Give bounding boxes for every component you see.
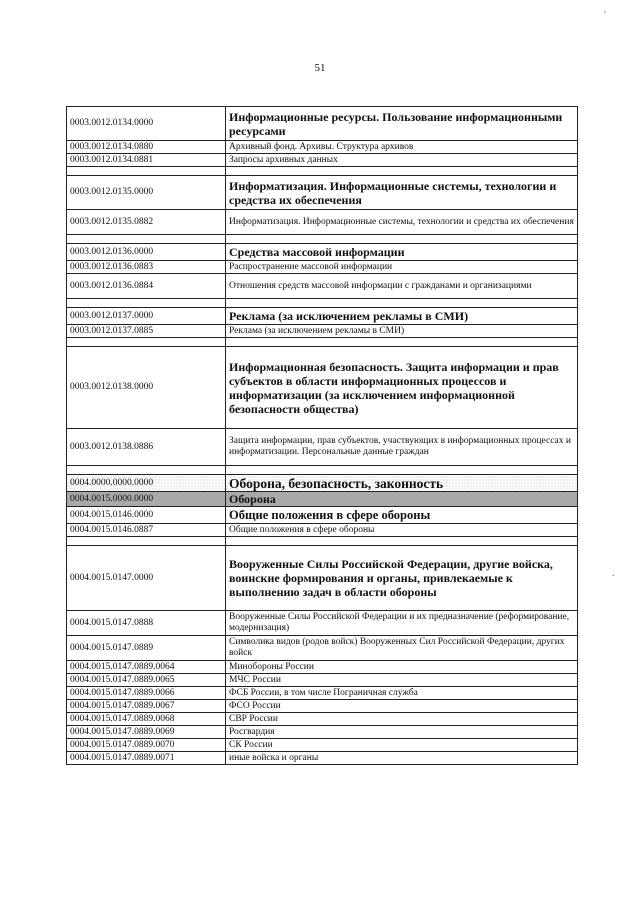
row-name: ФСБ России, в том числе Пограничная служба bbox=[226, 687, 578, 700]
row-code: 0003.0012.0137.0885 bbox=[67, 325, 226, 338]
row-name: Реклама (за исключением рекламы в СМИ) bbox=[226, 308, 578, 325]
table-row bbox=[67, 661, 578, 674]
table-row bbox=[67, 687, 578, 700]
row-name: ФСО России bbox=[226, 700, 578, 713]
row-name: Отношения средств массовой информации с гражданами и организациями bbox=[226, 274, 578, 299]
row-code: 0003.0012.0137.0000 bbox=[67, 308, 226, 325]
row-name: Вооруженные Силы Российской Федерации, другие войска, воинские формирования и органы, привлекаемые к выполнению задач в области обороны bbox=[226, 546, 578, 611]
row-name: Общие положения в сфере обороны bbox=[226, 507, 578, 524]
table-row bbox=[67, 429, 578, 466]
row-name: Информационная безопасность. Защита информации и прав субъектов в области информационных процессов и информатизации (за исключением информационной безопасности общества) bbox=[226, 347, 578, 429]
row-code: 0004.0015.0147.0889.0064 bbox=[67, 661, 226, 674]
row-name: Реклама (за исключением рекламы в СМИ) bbox=[226, 325, 578, 338]
row-code: 0004.0015.0147.0000 bbox=[67, 546, 226, 611]
table-row bbox=[67, 739, 578, 752]
row-code: 0004.0015.0146.0887 bbox=[67, 524, 226, 537]
row-name: Информатизация. Информационные системы, технологии и средства их обеспечения bbox=[226, 176, 578, 210]
row-name: Общие положения в сфере обороны bbox=[226, 524, 578, 537]
row-code: 0004.0015.0147.0889.0070 bbox=[67, 739, 226, 752]
separator-row bbox=[67, 235, 578, 244]
table-row bbox=[67, 546, 578, 611]
table-row bbox=[67, 700, 578, 713]
row-code: 0003.0012.0138.0886 bbox=[67, 429, 226, 466]
table-row bbox=[67, 308, 578, 325]
row-name: Запросы архивных данных bbox=[226, 154, 578, 167]
table-row bbox=[67, 636, 578, 661]
separator-row bbox=[67, 338, 578, 347]
row-name: иные войска и органы bbox=[226, 752, 578, 765]
page-number: 51 bbox=[314, 62, 326, 74]
row-code: 0003.0012.0136.0884 bbox=[67, 274, 226, 299]
separator-row bbox=[67, 299, 578, 308]
row-code: 0003.0012.0138.0000 bbox=[67, 347, 226, 429]
row-name: Информационные ресурсы. Пользование информационными ресурсами bbox=[226, 107, 578, 141]
row-name: Защита информации, прав субъектов, участвующих в информационных процессах и информатизации. Персональные данные граждан bbox=[226, 429, 578, 466]
table-row bbox=[67, 261, 578, 274]
table-row bbox=[67, 611, 578, 636]
row-code: 0003.0012.0134.0880 bbox=[67, 141, 226, 154]
row-name: МЧС России bbox=[226, 674, 578, 687]
table-row bbox=[67, 492, 578, 507]
table-row bbox=[67, 524, 578, 537]
row-code: 0004.0015.0146.0000 bbox=[67, 507, 226, 524]
row-code: 0003.0012.0134.0881 bbox=[67, 154, 226, 167]
table-row bbox=[67, 154, 578, 167]
row-name: Информатизация. Информационные системы, технологии и средства их обеспечения bbox=[226, 210, 578, 235]
row-name: Минобороны России bbox=[226, 661, 578, 674]
table-row bbox=[67, 507, 578, 524]
row-name: СВР России bbox=[226, 713, 578, 726]
table-row bbox=[67, 475, 578, 492]
margin-mark-bottom: . bbox=[612, 568, 615, 579]
row-name: Средства массовой информации bbox=[226, 244, 578, 261]
table-row bbox=[67, 210, 578, 235]
row-code: 0004.0015.0147.0888 bbox=[67, 611, 226, 636]
table-row bbox=[67, 347, 578, 429]
table-row bbox=[67, 674, 578, 687]
row-code: 0003.0012.0134.0000 bbox=[67, 107, 226, 141]
row-name: Оборона bbox=[226, 492, 578, 507]
row-code: 0003.0012.0136.0883 bbox=[67, 261, 226, 274]
table-row bbox=[67, 244, 578, 261]
table-row bbox=[67, 141, 578, 154]
row-code: 0004.0015.0147.0889.0068 bbox=[67, 713, 226, 726]
row-code: 0004.0000.0000.0000 bbox=[67, 475, 226, 492]
row-code: 0003.0012.0135.0882 bbox=[67, 210, 226, 235]
separator-row bbox=[67, 466, 578, 475]
row-code: 0004.0015.0147.0889.0069 bbox=[67, 726, 226, 739]
table-row bbox=[67, 325, 578, 338]
table-row bbox=[67, 726, 578, 739]
separator-row bbox=[67, 537, 578, 546]
classifier-table bbox=[66, 106, 578, 765]
table-row bbox=[67, 752, 578, 765]
row-name: Вооруженные Силы Российской Федерации и их предназначение (реформирование, модернизация) bbox=[226, 611, 578, 636]
row-code: 0003.0012.0136.0000 bbox=[67, 244, 226, 261]
row-code: 0003.0012.0135.0000 bbox=[67, 176, 226, 210]
row-code: 0004.0015.0147.0889.0065 bbox=[67, 674, 226, 687]
margin-mark-top: ' bbox=[604, 10, 606, 21]
table-row bbox=[67, 713, 578, 726]
row-name: Росгвардия bbox=[226, 726, 578, 739]
table-row bbox=[67, 107, 578, 141]
table-row bbox=[67, 176, 578, 210]
row-code: 0004.0015.0000.0000 bbox=[67, 492, 226, 507]
row-code: 0004.0015.0147.0889.0066 bbox=[67, 687, 226, 700]
row-name: Символика видов (родов войск) Вооруженных Сил Российской Федерации, других войск bbox=[226, 636, 578, 661]
row-name: Распространение массовой информации bbox=[226, 261, 578, 274]
row-code: 0004.0015.0147.0889.0071 bbox=[67, 752, 226, 765]
row-name: СК России bbox=[226, 739, 578, 752]
row-name: Оборона, безопасность, законность bbox=[226, 475, 578, 492]
row-name: Архивный фонд. Архивы. Структура архивов bbox=[226, 141, 578, 154]
separator-row bbox=[67, 167, 578, 176]
table-row bbox=[67, 274, 578, 299]
row-code: 0004.0015.0147.0889.0067 bbox=[67, 700, 226, 713]
row-code: 0004.0015.0147.0889 bbox=[67, 636, 226, 661]
